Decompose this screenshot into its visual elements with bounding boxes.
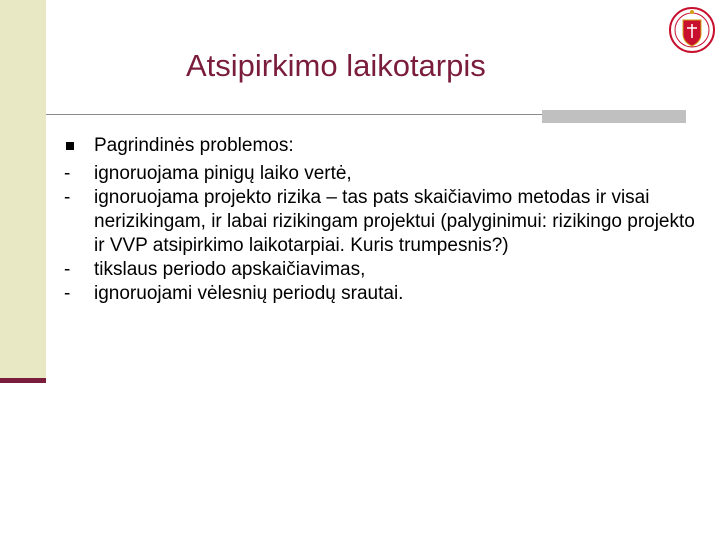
list-item-text: ignoruojama pinigų laiko vertė, [94,163,352,184]
square-bullet-icon [66,142,74,150]
list-item-text: ignoruojama projekto rizika – tas pats skaičiavimo metodas ir visai nerizikingam, ir labai rizikingam projektui (palyginimui: rizikingo projekto ir VVP atsipirkimo laikotarpiai. Kuris trumpesnis?) [94,187,695,256]
slide-content [62,134,702,306]
dash-marker: - [64,163,71,184]
main-bullet [62,134,702,158]
dash-marker: - [64,259,71,280]
list-item [62,186,702,258]
dash-marker: - [64,283,71,304]
dash-marker: - [64,187,71,208]
list-item-text: ignoruojami vėlesnių periodų srautai. [94,283,404,304]
list-item [62,258,702,282]
title-divider [46,114,542,115]
list-item [62,162,702,186]
main-bullet-text: Pagrindinės problemos: [94,135,294,156]
slide-title: Atsipirkimo laikotarpis [186,48,486,83]
left-decorative-band [0,0,46,378]
title-divider-block [542,110,686,123]
list-item [62,282,702,306]
list-item-text: tikslaus periodo apskaičiavimas, [94,259,366,280]
university-emblem-icon [668,4,716,56]
left-band-accent [0,378,46,383]
